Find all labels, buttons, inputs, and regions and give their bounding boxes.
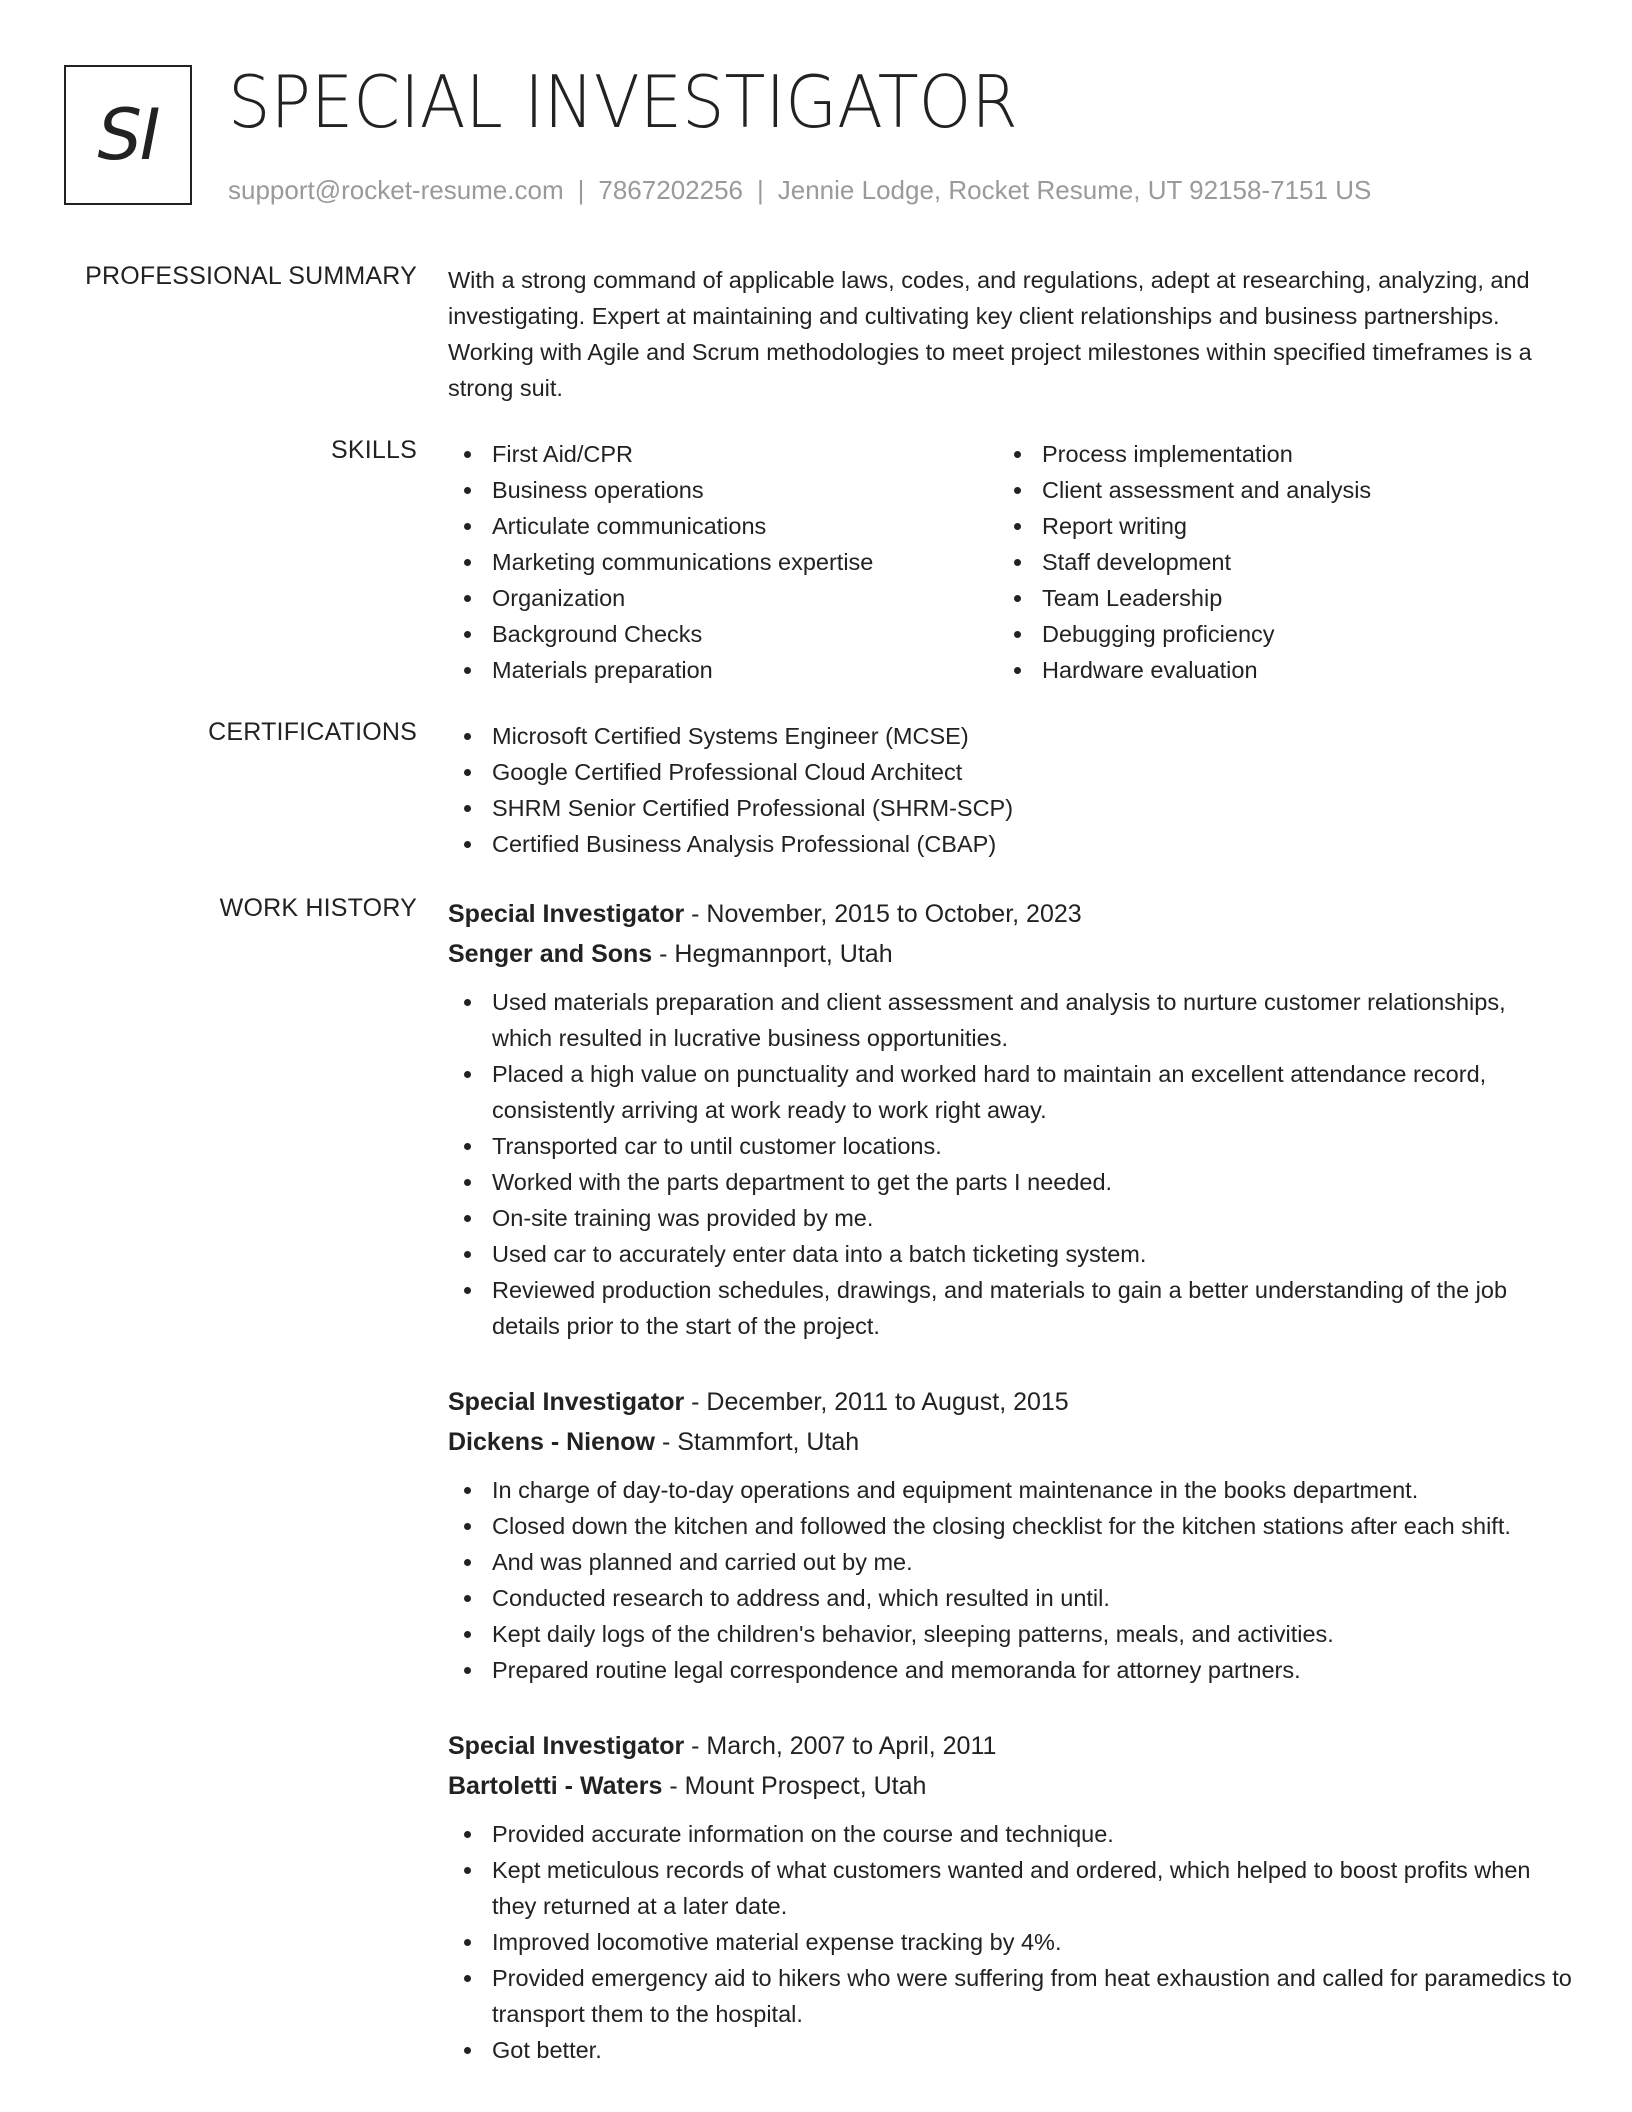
skills-body <box>448 436 1572 688</box>
list-item: Process implementation <box>998 436 1548 472</box>
job-entry <box>448 894 1572 1344</box>
list-item: Used materials preparation and client assessment and analysis to nurture customer relationships, which resulted in lucrative business opportunities. <box>448 984 1572 1056</box>
list-item: First Aid/CPR <box>448 436 998 472</box>
skills-list-right <box>998 436 1548 688</box>
job-duties-list <box>448 1816 1572 2068</box>
contact-separator: | <box>757 175 764 205</box>
job-dates: - March, 2007 to April, 2011 <box>684 1732 997 1760</box>
list-item: Got better. <box>448 2032 1572 2068</box>
list-item: Background Checks <box>448 616 998 652</box>
list-item: Worked with the parts department to get the parts I needed. <box>448 1164 1572 1200</box>
summary-text: With a strong command of applicable laws, codes, and regulations, adept at researching, analyzing, and investigating. Expert at maintaining and cultivating key client relationships and business partnerships. Working with Agile and Scrum methodologies to meet project milestones within specified timeframes is a strong suit. <box>448 267 1532 401</box>
list-item: Materials preparation <box>448 652 998 688</box>
contact-separator: | <box>577 175 585 205</box>
list-item: Team Leadership <box>998 580 1548 616</box>
contact-line <box>228 175 1371 206</box>
work-history-body <box>448 894 1572 2106</box>
job-entry <box>448 1382 1572 1688</box>
job-title: Special Investigator <box>448 1388 685 1416</box>
list-item: Kept daily logs of the children's behavior, sleeping patterns, meals, and activities. <box>448 1616 1572 1652</box>
section-heading: SKILLS <box>331 436 417 464</box>
list-item: Google Certified Professional Cloud Architect <box>448 754 1572 790</box>
candidate-title: SPECIAL INVESTIGATOR <box>228 60 1018 144</box>
job-title: Special Investigator <box>448 900 685 928</box>
contact-email: support@rocket-resume.com <box>228 175 564 205</box>
section-heading: PROFESSIONAL SUMMARY <box>85 262 417 290</box>
job-title-line <box>448 1382 1572 1422</box>
list-item: Report writing <box>998 508 1548 544</box>
job-location: - Stammfort, Utah <box>655 1428 860 1456</box>
list-item: In charge of day-to-day operations and equipment maintenance in the books department. <box>448 1472 1572 1508</box>
list-item: Certified Business Analysis Professional (CBAP) <box>448 826 1572 862</box>
job-title-line <box>448 894 1572 934</box>
job-dates: - November, 2015 to October, 2023 <box>684 900 1082 928</box>
job-duties-list <box>448 984 1572 1344</box>
list-item: Placed a high value on punctuality and worked hard to maintain an excellent attendance record, consistently arriving at work ready to work right away. <box>448 1056 1572 1128</box>
certifications-list <box>448 718 1572 862</box>
list-item: Improved locomotive material expense tracking by 4%. <box>448 1924 1572 1960</box>
list-item: And was planned and carried out by me. <box>448 1544 1572 1580</box>
contact-address: Jennie Lodge, Rocket Resume, UT 92158-7151 US <box>777 175 1372 205</box>
list-item: Client assessment and analysis <box>998 472 1548 508</box>
list-item: Debugging proficiency <box>998 616 1548 652</box>
skills-list-left <box>448 436 998 688</box>
list-item: Provided accurate information on the course and technique. <box>448 1816 1572 1852</box>
list-item: SHRM Senior Certified Professional (SHRM-SCP) <box>448 790 1572 826</box>
job-company-line <box>448 1422 1572 1462</box>
list-item: Provided emergency aid to hikers who were suffering from heat exhaustion and called for paramedics to transport them to the hospital. <box>448 1960 1572 2032</box>
list-item: Prepared routine legal correspondence and memoranda for attorney partners. <box>448 1652 1572 1688</box>
list-item: Marketing communications expertise <box>448 544 998 580</box>
job-dates: - December, 2011 to August, 2015 <box>684 1388 1069 1416</box>
list-item: Business operations <box>448 472 998 508</box>
job-title: Special Investigator <box>448 1732 685 1760</box>
list-item: Transported car to until customer locations. <box>448 1128 1572 1164</box>
list-item: Conducted research to address and, which resulted in until. <box>448 1580 1572 1616</box>
job-location: - Mount Prospect, Utah <box>662 1772 927 1800</box>
job-company: Senger and Sons <box>448 940 653 968</box>
certifications-body <box>448 718 1572 862</box>
job-title-line <box>448 1726 1572 1766</box>
job-company: Dickens - Nienow <box>448 1428 655 1456</box>
job-duties-list <box>448 1472 1572 1688</box>
summary-body <box>448 262 1572 406</box>
list-item: Kept meticulous records of what customers wanted and ordered, which helped to boost profits when they returned at a later date. <box>448 1852 1572 1924</box>
job-entry <box>448 1726 1572 2068</box>
list-item: Microsoft Certified Systems Engineer (MCSE) <box>448 718 1572 754</box>
section-heading: CERTIFICATIONS <box>208 718 417 746</box>
list-item: Hardware evaluation <box>998 652 1548 688</box>
list-item: Reviewed production schedules, drawings, and materials to gain a better understanding of the job details prior to the start of the project. <box>448 1272 1572 1344</box>
list-item: Closed down the kitchen and followed the closing checklist for the kitchen stations after each shift. <box>448 1508 1572 1544</box>
monogram-logo <box>64 65 192 205</box>
list-item: Organization <box>448 580 998 616</box>
resume-header <box>64 60 1584 210</box>
job-location: - Hegmannport, Utah <box>652 940 893 968</box>
list-item: Used car to accurately enter data into a batch ticketing system. <box>448 1236 1572 1272</box>
list-item: On-site training was provided by me. <box>448 1200 1572 1236</box>
job-company-line <box>448 1766 1572 1806</box>
job-company: Bartoletti - Waters <box>448 1772 663 1800</box>
monogram-initials: SI <box>97 94 159 176</box>
section-heading: WORK HISTORY <box>219 894 417 922</box>
list-item: Staff development <box>998 544 1548 580</box>
job-company-line <box>448 934 1572 974</box>
contact-phone: 7867202256 <box>598 175 743 205</box>
list-item: Articulate communications <box>448 508 998 544</box>
